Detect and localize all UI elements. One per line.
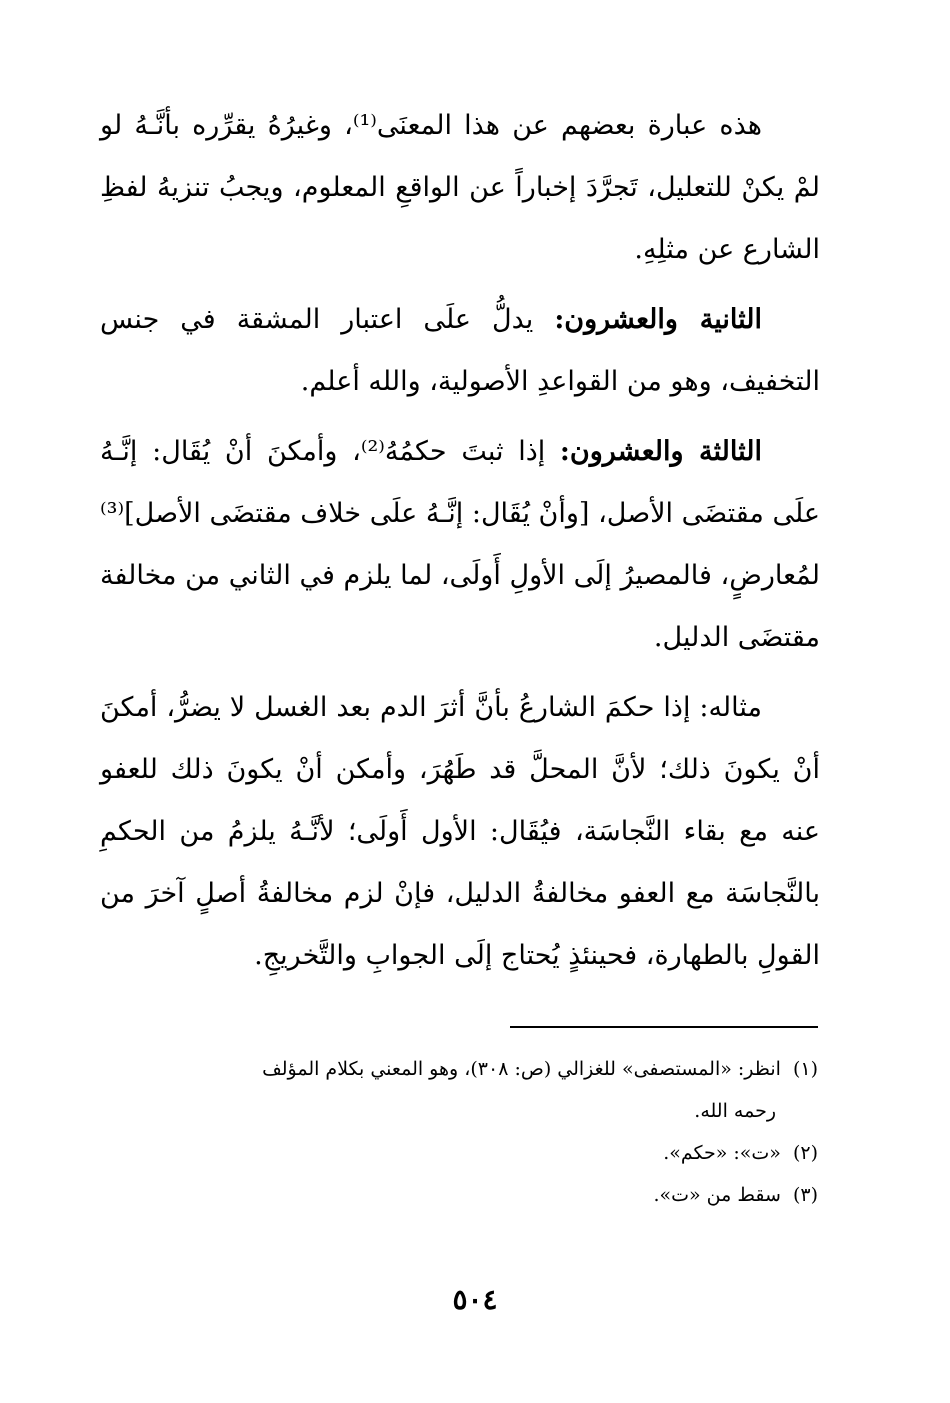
paragraph-3-text: إذا ثبتَ حكمُهُ⁽²⁾، وأمكنَ أنْ يُقَال: إنَّـهُ علَى مقتضَى الأصل، [وأنْ يُقَال: إنَّـهُ علَى خلاف مقتضَى الأصل]⁽³⁾ لمُعارضٍ، فالمصيرُ إلَى الأولِ أَولَى، لما يلزم في الثاني من مخالفة مقتضَى الدليل. (100, 436, 820, 653)
footnote-2-number: (٢) (792, 1142, 818, 1164)
page-number: ٥٠٤ (452, 1283, 498, 1316)
paragraph-1-text: هذه عبارة بعضهم عن هذا المعنَى⁽¹⁾، وغيرُهُ يقرِّره بأنَّـهُ لو لمْ يكنْ للتعليل، تَجرَّدَ إخباراً عن الواقعِ المعلوم، ويجبُ تنزيهُ لفظِ الشارع عن مثلِهِ. (100, 110, 820, 265)
footnote-3-text: سقط من «ت». (653, 1184, 781, 1206)
footnote-2 (100, 1132, 818, 1174)
paragraph-3 (100, 421, 820, 669)
footnote-3-number: (٣) (792, 1184, 818, 1206)
paragraph-2-text: يدلُّ علَى اعتبار المشقة في جنس التخفيف، وهو من القواعدِ الأصولية، والله أعلم. (100, 304, 820, 397)
paragraph-1 (100, 95, 820, 281)
paragraph-4 (100, 677, 820, 987)
footnote-1-number: (١) (792, 1058, 818, 1080)
footnote-1-continuation: رحمه الله. (694, 1100, 776, 1122)
paragraph-4-text: مثاله: إذا حكمَ الشارعُ بأنَّ أثرَ الدم بعد الغسل لا يضرُّ، أمكنَ أنْ يكونَ ذلك؛ لأنَّ المحلَّ قد طَهُرَ، وأمكن أنْ يكونَ ذلك للعفو عنه مع بقاء النَّجاسَة، فيُقَال: الأول أَولَى؛ لأنَّـهُ يلزمُ من الحكمِ بالنَّجاسَة مع العفو مخالفةُ الدليل، فإنْ لزم مخالفةُ أصلٍ آخرَ من القولِ بالطهارة، فحينئذٍ يُحتاج إلَى الجوابِ والتَّخريجِ. (100, 692, 820, 971)
paragraph-2-lead: الثانية والعشرون: (554, 304, 762, 335)
footnote-3 (100, 1174, 818, 1216)
page-body (100, 95, 820, 995)
footnotes (100, 1048, 818, 1216)
footnote-1 (100, 1048, 818, 1090)
footnote-divider (510, 1026, 818, 1028)
paragraph-3-lead: الثالثة والعشرون: (559, 436, 762, 467)
paragraph-2 (100, 289, 820, 413)
footnote-1-text: انظر: «المستصفى» للغزالي (ص: ٣٠٨)، وهو المعني بكلام المؤلف (262, 1058, 781, 1080)
footnote-2-text: «ت»: «حكم». (663, 1142, 781, 1164)
